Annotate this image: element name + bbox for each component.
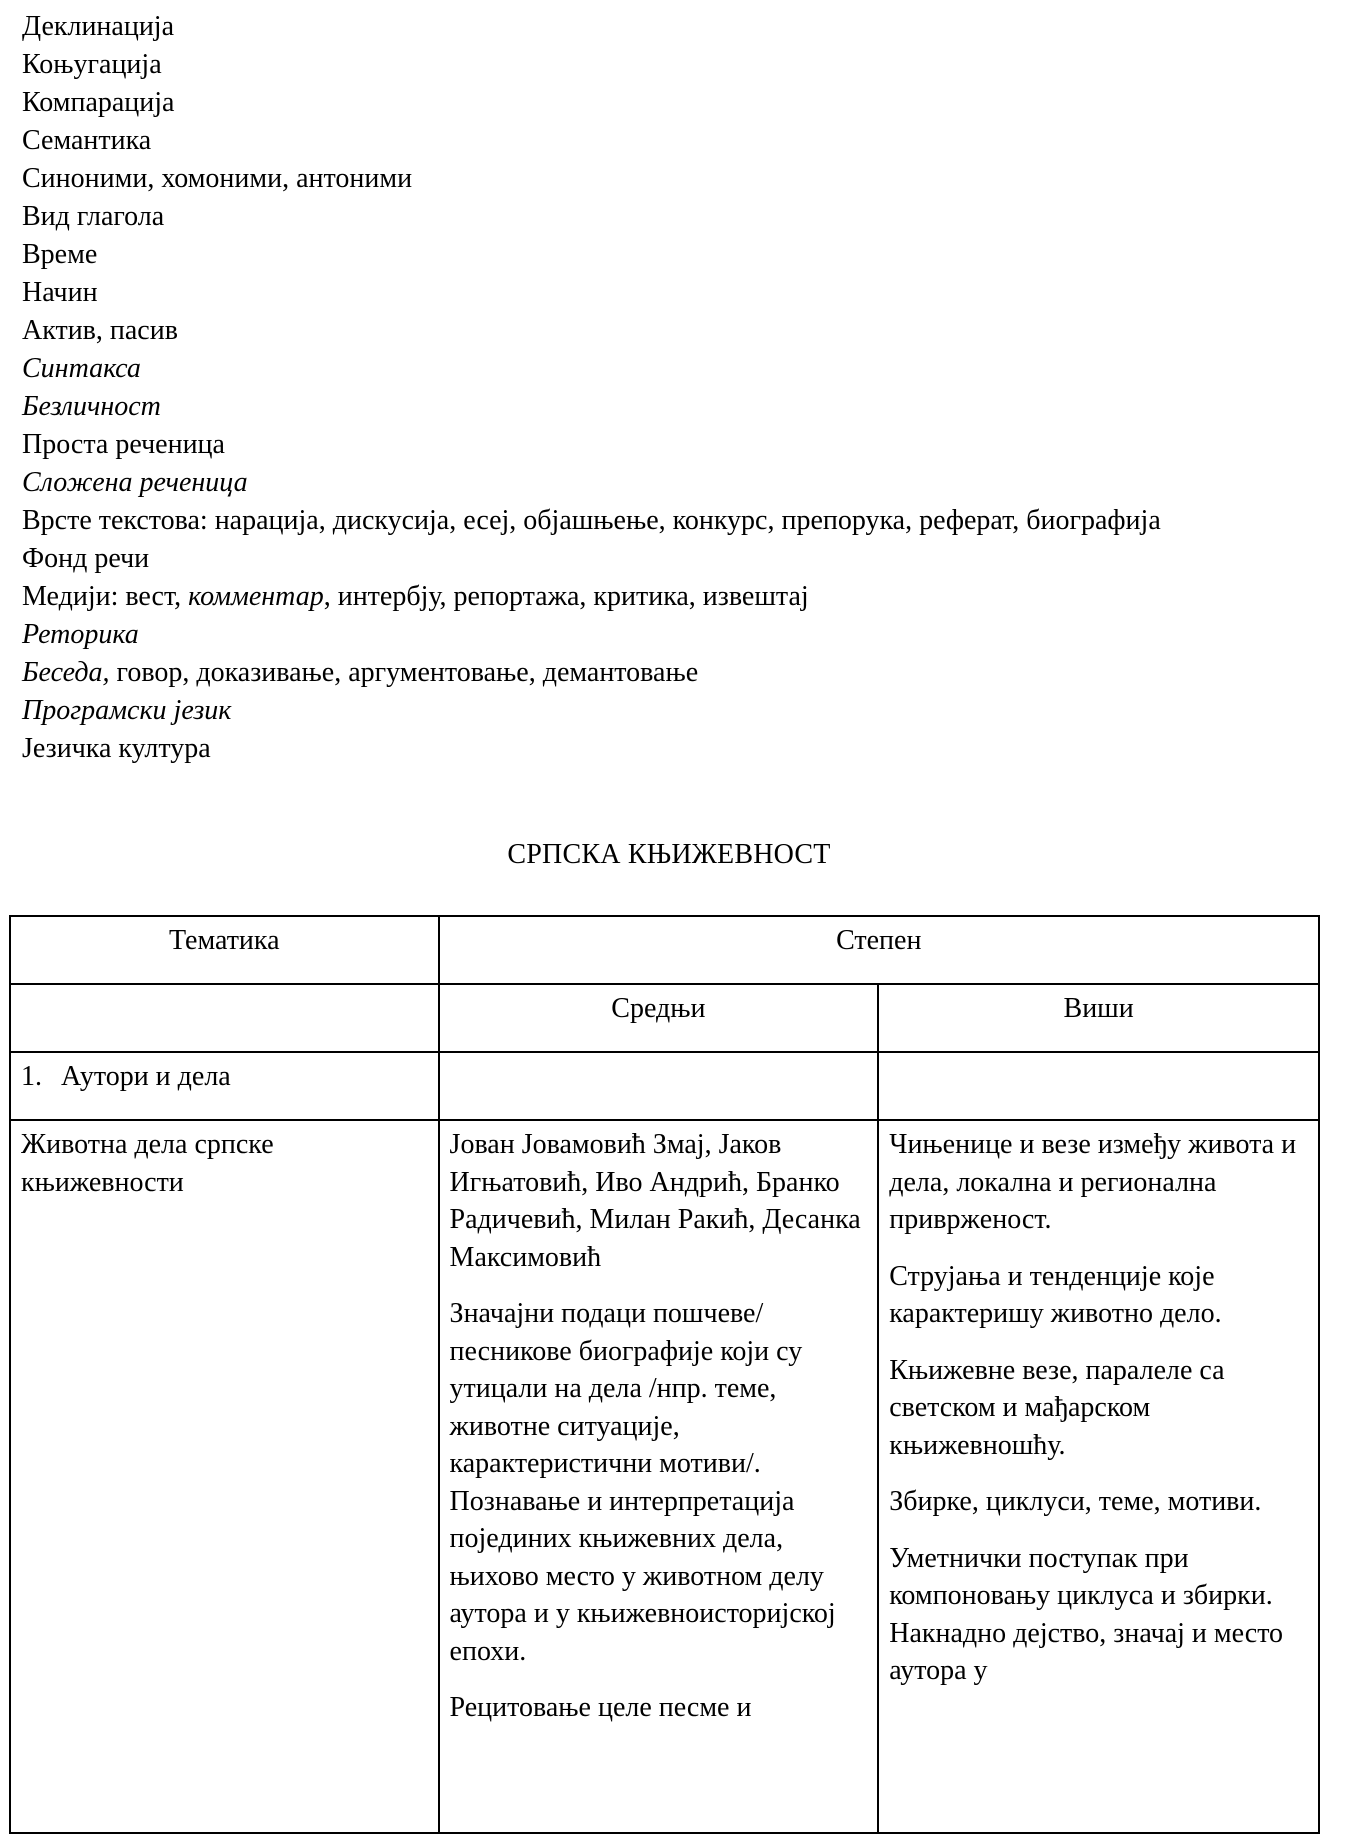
curriculum-table <box>9 915 1320 1834</box>
list-item <box>22 274 1322 312</box>
header-middle: Средњи <box>439 984 879 1052</box>
list-item-text: Реторика <box>22 619 139 650</box>
list-item-text: Фонд речи <box>22 543 150 574</box>
thematic-cell: Животна дела српске књижевности <box>10 1120 439 1833</box>
list-item <box>22 464 1322 502</box>
table-header-row <box>10 916 1319 984</box>
list-item-text: Коњугација <box>22 49 162 80</box>
list-item <box>22 654 1322 692</box>
higher-level-cell <box>878 1120 1319 1833</box>
list-item-text: комментар <box>188 581 324 612</box>
list-item <box>22 198 1322 236</box>
list-item-text: Семантика <box>22 125 152 156</box>
middle-paragraph: Јован Јовамовић Змај, Јаков Игњатовић, Иво Андрић, Бранко Радичевић, Милан Ракић, Десанка Максимовић <box>449 1129 861 1273</box>
section-empty-higher <box>878 1052 1319 1120</box>
header-higher: Виши <box>878 984 1319 1052</box>
section-number: 1. <box>21 1061 42 1092</box>
list-item <box>22 502 1232 540</box>
list-item <box>22 312 1322 350</box>
list-item <box>22 350 1322 388</box>
list-item <box>22 730 1322 768</box>
table-row <box>10 1120 1319 1833</box>
header-level: Степен <box>439 916 1319 984</box>
higher-paragraph: Струјања и тенденције које карактеришу животно дело. <box>889 1260 1222 1329</box>
list-item-text: Деклинација <box>22 11 175 42</box>
grammar-topic-list <box>22 8 1322 768</box>
list-item-text: Синоними, хомоними, антоними <box>22 163 413 194</box>
section-cell <box>10 1052 439 1120</box>
table-subheader-row <box>10 984 1319 1052</box>
list-item-text: , интербју, репортажа, критика, извештај <box>323 581 809 612</box>
section-empty-middle <box>439 1052 879 1120</box>
list-item-text: Актив, пасив <box>22 315 178 346</box>
list-item-text: Време <box>22 239 98 270</box>
list-item-text: Програмски језик <box>22 695 232 726</box>
subheader-empty <box>10 984 439 1052</box>
list-item-text: Проста реченица <box>22 429 225 460</box>
list-item-text: Беседа, <box>22 657 110 688</box>
list-item <box>22 160 1322 198</box>
list-item <box>22 578 1322 616</box>
list-item <box>22 46 1322 84</box>
list-item <box>22 692 1322 730</box>
list-item <box>22 426 1322 464</box>
list-item <box>22 236 1322 274</box>
list-item <box>22 616 1322 654</box>
list-item-text: Сложена реченица <box>22 467 248 498</box>
middle-paragraph: Значајни подаци пошчеве/песникове биографије који су утицали на дела /нпр. теме, животне ситуације, карактеристични мотиви/. Познавање и интерпретација појединих књижевних дела, њихово место у животном делу аутора и у књижевноисторијској епохи. <box>449 1298 836 1667</box>
middle-level-cell <box>439 1120 879 1833</box>
list-item-text: Језичка култура <box>22 733 211 764</box>
list-item-text: говор, доказивање, аргументовање, демантовање <box>109 657 699 688</box>
higher-paragraph: Књижевне везе, паралеле са светском и мађарском књижевношћу. <box>889 1354 1225 1461</box>
list-item-text: Медији: вест, <box>22 581 189 612</box>
list-item-text: Безличност <box>22 391 161 422</box>
list-item-text: Врсте текстова: нарација, дискусија, есеј, објашњење, конкурс, препорука, реферат, биографија <box>22 505 1161 536</box>
higher-paragraph: Чињенице и везе између живота и дела, локална и регионална привржeност. <box>889 1129 1297 1235</box>
list-item-text: Начин <box>22 277 98 308</box>
table-section-row <box>10 1052 1319 1120</box>
list-item-text: Компарација <box>22 87 175 118</box>
middle-paragraph: Рецитовање целе песме и <box>449 1692 752 1723</box>
section-heading: СРПСКА КЊИЖЕВНОСТ <box>507 839 831 870</box>
list-item <box>22 540 1322 578</box>
list-item <box>22 388 1322 426</box>
list-item-text: Синтакса <box>22 353 141 384</box>
higher-paragraph: Збирке, циклуси, теме, мотиви. <box>889 1486 1262 1517</box>
section-title: Аутори и дела <box>61 1061 231 1092</box>
list-item-text: Вид глагола <box>22 201 165 232</box>
list-item <box>22 84 1322 122</box>
list-item <box>22 122 1322 160</box>
higher-paragraph: Уметнички поступак при компоновању циклуса и збирки. Накнадно дејство, значај и место аутора у <box>889 1542 1284 1686</box>
list-item <box>22 8 1322 46</box>
header-thematic: Тематика <box>10 916 439 984</box>
